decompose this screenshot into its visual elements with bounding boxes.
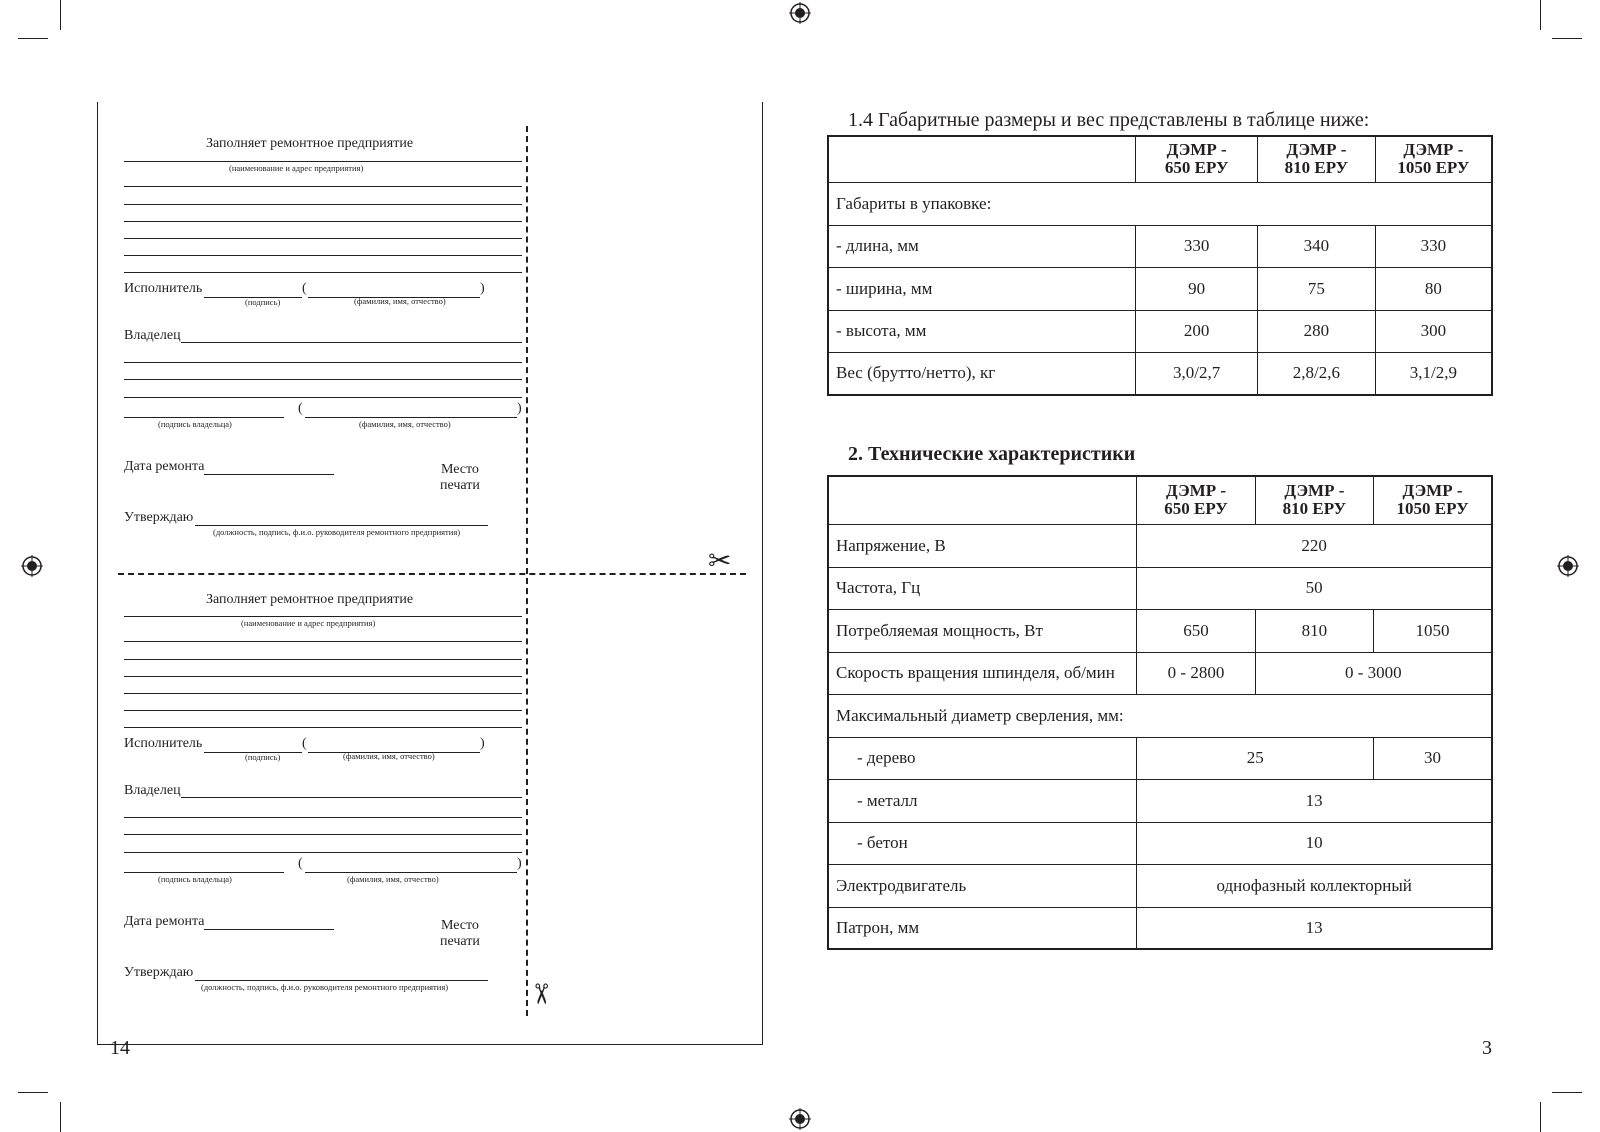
cell-value: 280 — [1258, 310, 1376, 352]
form-line — [124, 834, 522, 835]
repair-date-label: Дата ремонта — [124, 914, 205, 929]
specs-heading: 2. Технические характеристики — [848, 443, 1136, 465]
bracket: ) — [517, 401, 522, 416]
crop-mark — [1540, 0, 1541, 30]
cell-value: 10 — [1137, 822, 1492, 864]
cell-value: 0 - 3000 — [1255, 652, 1492, 694]
table-row — [828, 567, 1492, 609]
model-line: 650 ЕРУ — [1164, 158, 1229, 178]
page-frame-bottom — [97, 1044, 763, 1045]
form-line — [124, 693, 522, 694]
cell-value: 220 — [1137, 524, 1492, 567]
bracket: ( — [302, 736, 307, 751]
field-caption: (подпись) — [245, 752, 281, 762]
form-line — [124, 397, 522, 398]
bracket: ) — [517, 856, 522, 871]
stamp-line: Место — [440, 918, 479, 933]
table-row — [828, 182, 1492, 225]
form-line — [195, 525, 488, 526]
form-line — [124, 872, 284, 873]
row-label: Электродвигатель — [828, 864, 1137, 907]
specs-table — [827, 475, 1493, 950]
form-line — [204, 929, 334, 930]
stamp-place — [440, 462, 480, 494]
repair-date-label: Дата ремонта — [124, 459, 205, 474]
model-line: ДЭМР - — [1284, 481, 1345, 501]
crop-mark — [60, 1102, 61, 1132]
table-row — [828, 652, 1492, 694]
crop-mark — [1540, 1102, 1541, 1132]
row-label: - бетон — [828, 822, 1137, 864]
cell-value: 2,8/2,6 — [1258, 352, 1376, 395]
row-label: - высота, мм — [828, 310, 1136, 352]
cell-value: 300 — [1375, 310, 1492, 352]
model-line: ДЭМР - — [1402, 481, 1463, 501]
cell-value: 1050 — [1374, 609, 1492, 652]
table-row — [828, 822, 1492, 864]
model-line: ДЭМР - — [1286, 140, 1347, 160]
stamp-line: печати — [440, 934, 480, 949]
model-header — [1375, 136, 1492, 182]
model-line: 1050 ЕРУ — [1397, 158, 1470, 178]
page-number-right: 3 — [1482, 1037, 1492, 1059]
cell-value: 3,1/2,9 — [1375, 352, 1492, 395]
page-frame-left — [97, 102, 98, 1045]
horizontal-cut-line — [118, 573, 746, 575]
form-line — [124, 710, 522, 711]
approve-label: Утверждаю — [124, 510, 194, 525]
model-line: ДЭМР - — [1166, 140, 1227, 160]
form-line — [124, 616, 522, 617]
package-label: Габариты в упаковке: — [828, 182, 1492, 225]
cell-value: 13 — [1137, 779, 1492, 822]
model-line: 810 ЕРУ — [1284, 158, 1349, 178]
field-caption: (наименование и адрес предприятия) — [229, 163, 364, 173]
form-line — [181, 342, 522, 343]
cell-value: 75 — [1258, 267, 1376, 310]
cell-value: 3,0/2,7 — [1136, 352, 1258, 395]
row-label: - длина, мм — [828, 225, 1136, 267]
cell-value: 200 — [1136, 310, 1258, 352]
form-line — [204, 474, 334, 475]
row-label: Потребляемая мощность, Вт — [828, 609, 1137, 652]
cell-value: 30 — [1374, 737, 1492, 779]
form-line — [124, 255, 522, 256]
executor-label: Исполнитель — [124, 281, 203, 296]
field-caption: (подпись владельца) — [158, 419, 232, 429]
form-line — [124, 238, 522, 239]
cell-value: 90 — [1136, 267, 1258, 310]
form-line — [124, 727, 522, 728]
row-label: Максимальный диаметр сверления, мм: — [828, 694, 1492, 737]
vertical-cut-line — [526, 126, 528, 1016]
row-label: Патрон, мм — [828, 907, 1137, 949]
cell-value: 50 — [1137, 567, 1492, 609]
registration-mark-icon — [789, 2, 811, 24]
model-line: 810 ЕРУ — [1282, 499, 1347, 519]
cell-value: однофазный коллекторный — [1137, 864, 1492, 907]
table-row — [828, 310, 1492, 352]
registration-mark-icon — [1557, 555, 1579, 577]
scissors-icon: ✂ — [708, 546, 732, 577]
crop-mark — [18, 38, 48, 39]
field-caption: (должность, подпись, ф.и.о. руководителя ремонтного предприятия) — [201, 982, 449, 992]
crop-mark — [1552, 1092, 1582, 1093]
table-row — [828, 694, 1492, 737]
stamp-line: Место — [440, 462, 479, 477]
field-caption: (наименование и адрес предприятия) — [241, 618, 376, 628]
bracket: ( — [302, 281, 307, 296]
form-line — [124, 659, 522, 660]
table-row — [828, 524, 1492, 567]
cell-value: 13 — [1137, 907, 1492, 949]
field-caption: (подпись владельца) — [158, 874, 232, 884]
form-line — [124, 221, 522, 222]
model-line: 1050 ЕРУ — [1396, 499, 1469, 519]
executor-label: Исполнитель — [124, 736, 203, 751]
form-header: Заполняет ремонтное предприятие — [206, 592, 414, 607]
form-line — [124, 641, 522, 642]
form-line — [124, 272, 522, 273]
form-line — [124, 817, 522, 818]
model-header — [1136, 136, 1258, 182]
dimensions-heading: 1.4 Габаритные размеры и вес представлены в таблице ниже: — [848, 109, 1370, 131]
form-line — [124, 362, 522, 363]
form-line — [124, 161, 522, 162]
bracket: ) — [480, 736, 485, 751]
row-label: - металл — [828, 779, 1137, 822]
field-caption: (фамилия, имя, отчество) — [359, 419, 451, 429]
registration-mark-icon — [789, 1108, 811, 1130]
cell-value: 810 — [1255, 609, 1373, 652]
cell-value: 650 — [1137, 609, 1255, 652]
dimensions-table — [827, 135, 1493, 396]
table-row — [828, 779, 1492, 822]
table-row — [828, 737, 1492, 779]
cell-value: 80 — [1375, 267, 1492, 310]
model-header — [1137, 476, 1255, 524]
model-header — [1255, 476, 1373, 524]
table-row — [828, 907, 1492, 949]
bracket: ( — [298, 401, 303, 416]
row-label: - ширина, мм — [828, 267, 1136, 310]
field-caption: (должность, подпись, ф.и.о. руководителя ремонтного предприятия) — [213, 527, 461, 537]
field-caption: (фамилия, имя, отчество) — [343, 751, 435, 761]
bracket: ( — [298, 856, 303, 871]
row-label: Скорость вращения шпинделя, об/мин — [828, 652, 1137, 694]
row-label: Частота, Гц — [828, 567, 1137, 609]
table-row — [828, 609, 1492, 652]
crop-mark — [60, 0, 61, 30]
cell-value: 330 — [1375, 225, 1492, 267]
table-row — [828, 864, 1492, 907]
approve-label: Утверждаю — [124, 965, 194, 980]
form-line — [305, 417, 517, 418]
field-caption: (фамилия, имя, отчество) — [354, 296, 446, 306]
field-caption: (фамилия, имя, отчество) — [347, 874, 439, 884]
row-label: - дерево — [828, 737, 1137, 779]
cell-value: 330 — [1136, 225, 1258, 267]
crop-mark — [18, 1092, 48, 1093]
field-caption: (подпись) — [245, 297, 281, 307]
row-label: Напряжение, В — [828, 524, 1137, 567]
owner-label: Владелец — [124, 783, 181, 798]
stamp-place — [440, 918, 480, 950]
table-row — [828, 225, 1492, 267]
model-line: 650 ЕРУ — [1164, 499, 1228, 519]
form-line — [124, 417, 284, 418]
form-line — [181, 797, 522, 798]
form-line — [124, 379, 522, 380]
model-line: ДЭМР - — [1403, 140, 1464, 160]
table-row — [828, 267, 1492, 310]
cell-value: 25 — [1137, 737, 1374, 779]
table-corner-cell — [828, 476, 1137, 524]
scissors-icon: ✂ — [524, 982, 556, 1006]
owner-label: Владелец — [124, 328, 181, 343]
cell-value: 0 - 2800 — [1137, 652, 1255, 694]
row-label: Вес (брутто/нетто), кг — [828, 352, 1136, 395]
form-line — [124, 676, 522, 677]
page-number-left: 14 — [110, 1037, 130, 1059]
page-frame-right — [762, 102, 763, 1045]
cell-value: 340 — [1258, 225, 1376, 267]
table-corner-cell — [828, 136, 1136, 182]
registration-mark-icon — [21, 555, 43, 577]
bracket: ) — [480, 281, 485, 296]
model-header — [1374, 476, 1492, 524]
model-header — [1258, 136, 1376, 182]
model-line: ДЭМР - — [1166, 481, 1227, 501]
form-line — [124, 852, 522, 853]
crop-mark — [1552, 38, 1582, 39]
form-header: Заполняет ремонтное предприятие — [206, 136, 414, 151]
form-line — [124, 186, 522, 187]
form-line — [124, 204, 522, 205]
form-line — [305, 872, 517, 873]
form-line — [195, 980, 488, 981]
stamp-line: печати — [440, 478, 480, 493]
table-row — [828, 352, 1492, 395]
